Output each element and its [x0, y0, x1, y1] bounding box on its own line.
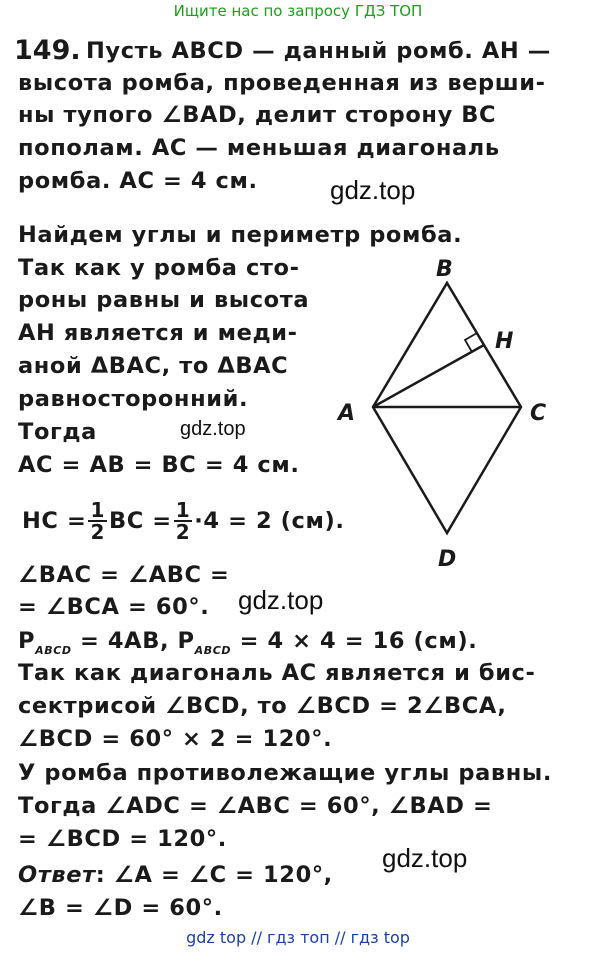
point-label-h: H	[495, 329, 514, 354]
footer-banner: gdz top // гдз топ // гдз top	[186, 928, 410, 947]
hc-left: HC =	[22, 508, 87, 534]
height-ah	[373, 345, 484, 407]
problem-line-3: ны тупого ∠BAD, делит сторону BC	[18, 102, 497, 128]
watermark: gdz.top	[330, 175, 416, 205]
hc-mid: BC =	[108, 508, 172, 534]
problem-line-4: пополам. AC — меньшая диагональ	[18, 135, 500, 161]
fraction-numerator: 1	[175, 498, 191, 522]
solution-line: сектрисой ∠BCD, то ∠BCD = 2∠BCA,	[18, 693, 507, 719]
fraction-numerator: 1	[90, 498, 105, 522]
perimeter-subscript: ABCD	[194, 644, 232, 657]
solution-line: Так как диагональ AC является и бис-	[18, 660, 536, 686]
perimeter-eq2: = 4 × 4 = 16 (см).	[231, 628, 478, 654]
top-banner: Ищите нас по запросу ГДЗ ТОП	[173, 2, 423, 20]
angle-line-1: ∠BAC = ∠ABC =	[18, 562, 230, 588]
solution-line: аной ΔBAC, то ΔBAC	[18, 353, 289, 379]
watermark: gdz.top	[238, 585, 324, 615]
solution-line: ∠BCD = 60° × 2 = 120°.	[18, 726, 333, 752]
solution-line: роны равны и высота	[18, 287, 310, 313]
solution-line: = ∠BCD = 120°.	[18, 826, 227, 852]
vertex-label-a: A	[338, 401, 356, 426]
solution-line: AC = AB = BC = 4 см.	[18, 452, 300, 478]
solution-line: Тогда ∠ADC = ∠ABC = 60°, ∠BAD =	[18, 793, 493, 819]
solution-line: AH является и меди-	[18, 320, 298, 346]
fraction-denominator: 2	[175, 520, 191, 544]
answer-label: Ответ	[18, 862, 96, 888]
problem-number: 149.	[14, 35, 81, 66]
answer-line-2: ∠B = ∠D = 60°.	[18, 895, 223, 921]
perimeter-subscript: ABCD	[35, 644, 72, 657]
solution-line: У ромба противолежащие углы равны.	[18, 760, 552, 786]
answer-text: : ∠A = ∠C = 120°,	[95, 862, 333, 888]
angle-line-2: = ∠BCA = 60°.	[18, 594, 210, 620]
perimeter-symbol: P	[177, 628, 195, 654]
solution-line: Тогда	[18, 419, 97, 445]
fraction	[88, 500, 107, 542]
problem-line-5: ромба. AC = 4 см.	[18, 168, 258, 194]
problem-line-1: Пусть ABCD — данный ромб. AH —	[86, 38, 551, 64]
rhombus-diagram	[330, 250, 590, 580]
answer-line-1	[18, 862, 333, 888]
perimeter-line	[18, 628, 477, 657]
solution-line: Так как у ромба сто-	[18, 255, 300, 281]
hc-right: ·4 = 2 (см).	[194, 508, 345, 534]
problem-line-2: высота ромба, проведенная из верши-	[18, 70, 546, 96]
fraction	[174, 500, 193, 542]
solution-intro: Найдем углы и периметр ромба.	[18, 222, 463, 248]
vertex-label-d: D	[438, 547, 457, 572]
perimeter-symbol: P	[18, 628, 36, 654]
perimeter-eq1: = 4AB,	[71, 628, 178, 654]
solution-line: равносторонний.	[18, 386, 249, 412]
fraction-denominator: 2	[90, 520, 105, 544]
vertex-label-c: C	[530, 401, 547, 426]
watermark: gdz.top	[180, 418, 246, 440]
vertex-label-b: B	[436, 257, 453, 282]
watermark: gdz.top	[382, 843, 468, 873]
hc-formula	[22, 500, 345, 542]
